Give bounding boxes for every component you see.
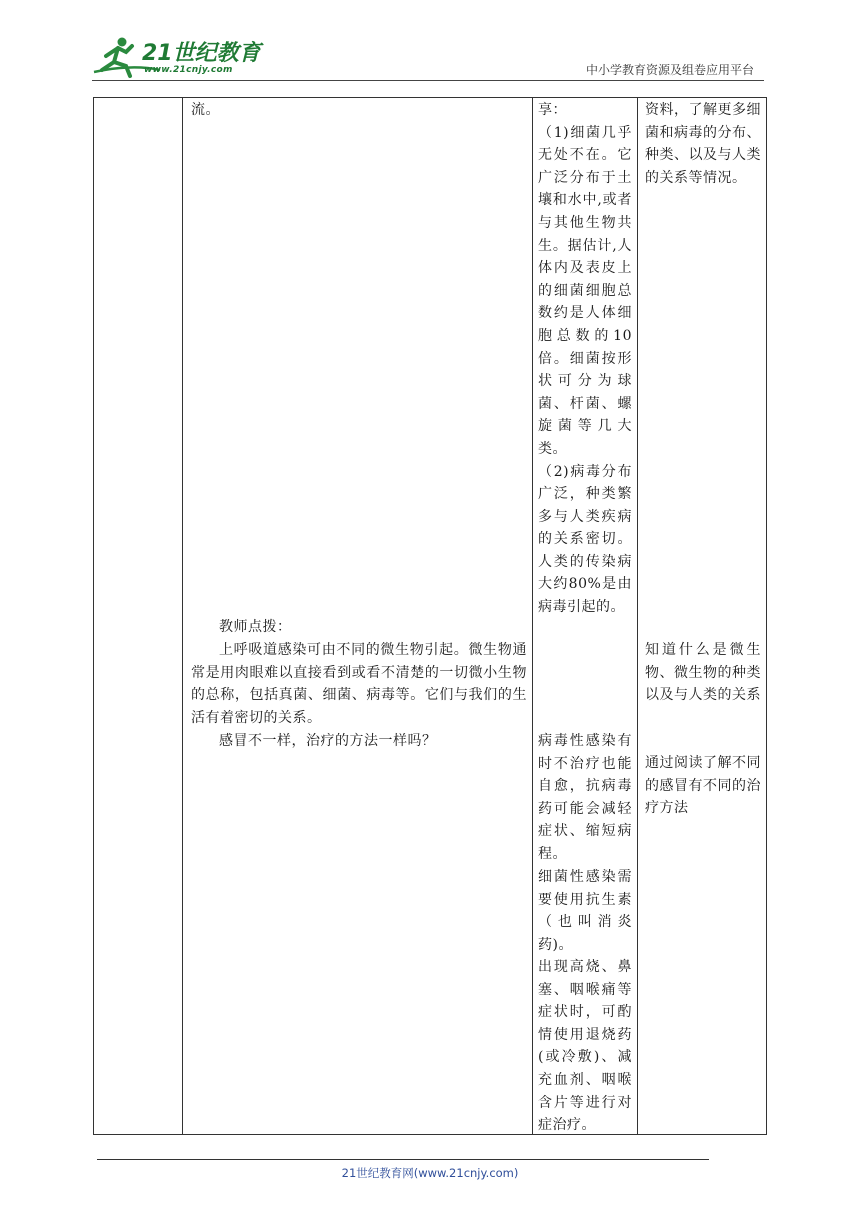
text-paragraph: 享： <box>538 102 567 118</box>
teacher-activity-cell <box>191 98 527 749</box>
logo-text: 21世纪教育 <box>142 41 261 66</box>
student-activity-cell <box>538 98 632 1134</box>
footer-text: 21世纪教育网(www.21cnjy.com) <box>341 1166 519 1180</box>
text-paragraph: 通过阅读了解不同的感冒有不同的治疗方法 <box>645 755 761 817</box>
text-paragraph: 知道什么是微生物、微生物的种类以及与人类的关系 <box>645 642 761 704</box>
bacteria-paragraph: （1)细菌几乎无处不在。它广泛分布于土壤和水中,或者与其他生物共生。据估计,人体内及表皮上的细菌细胞总数约是人体细胞总数的10倍。细菌按形状可分为球菌、杆菌、螺旋菌等几大类。 <box>538 124 632 457</box>
column-divider <box>182 98 183 1134</box>
footer-divider <box>97 1159 709 1160</box>
header-divider <box>92 80 764 81</box>
question-paragraph: 感冒不一样，治疗的方法一样吗？ <box>219 733 437 749</box>
column-divider <box>532 98 533 1134</box>
text-paragraph: 流。 <box>191 102 220 118</box>
site-logo <box>92 34 262 80</box>
bacterial-treatment-paragraph: 细菌性感染需要使用抗生素（也叫消炎药)。 <box>538 869 632 953</box>
virus-paragraph: （2)病毒分布广泛，种类繁多与人类疾病的关系密切。人类的传染病大约80%是由病毒引起的。 <box>538 463 632 616</box>
design-intent-cell <box>645 98 761 817</box>
teacher-guidance-label: 教师点拨： <box>219 619 292 635</box>
column-divider <box>637 98 638 1134</box>
text-paragraph: 上呼吸道感染可由不同的微生物引起。微生物通常是用肉眼难以直接看到或看不清楚的一切微小生物的总称，包括真菌、细菌、病毒等。它们与我们的生活有着密切的关系。 <box>191 642 527 726</box>
site-slogan: 中小学教育资源及组卷应用平台 <box>585 63 754 77</box>
logo-url: www.21cnjy.com <box>144 65 233 75</box>
lesson-table <box>93 97 767 1135</box>
text-paragraph: 资料，了解更多细菌和病毒的分布、种类、以及与人类的关系等情况。 <box>645 102 761 186</box>
viral-treatment-paragraph: 病毒性感染有时不治疗也能自愈，抗病毒药可能会减轻症状、缩短病程。 <box>538 733 632 862</box>
symptom-treatment-paragraph: 出现高烧、鼻塞、咽喉痛等症状时，可酌情使用退烧药(或冷敷)、减充血剂、咽喉含片等进行对症治疗。 <box>538 959 632 1134</box>
